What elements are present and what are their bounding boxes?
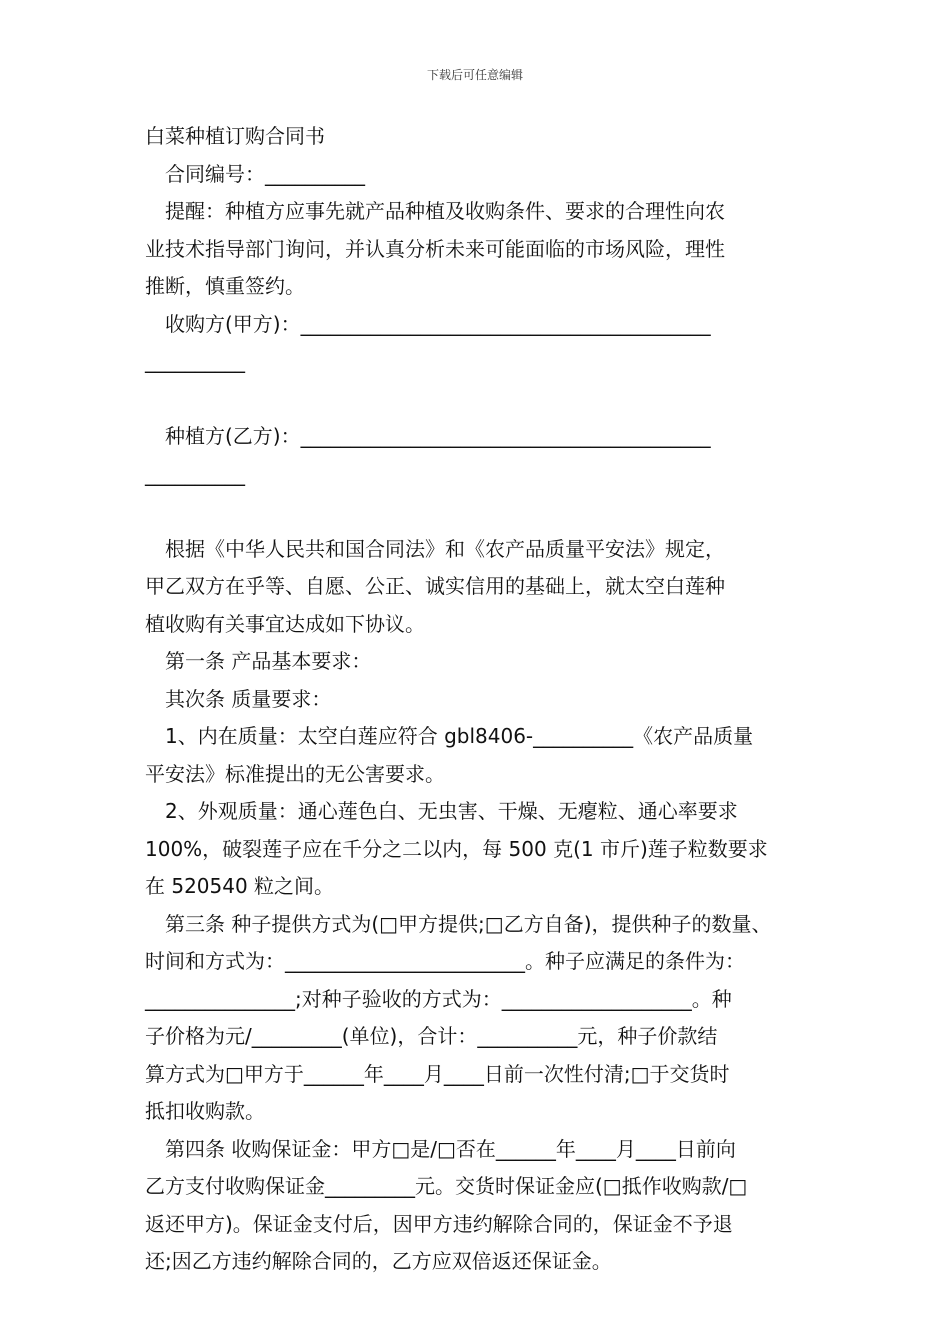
reminder-line-1: 提醒：种植方应事先就产品种植及收购条件、要求的合理性向农 bbox=[165, 199, 725, 223]
reminder-line-3: 推断，慎重签约。 bbox=[145, 274, 305, 298]
appearance-quality-line-2: 100%，破裂莲子应在千分之二以内，每 500 克(1 市斤)莲子粒数要求 bbox=[145, 836, 768, 861]
appearance-quality-line-3: 在 520540 粒之间。 bbox=[145, 874, 335, 898]
buyer-party-line-cont: __________ bbox=[145, 349, 245, 373]
preamble-line-3: 植收购有关事宜达成如下协议。 bbox=[145, 611, 425, 636]
blank-line bbox=[145, 493, 813, 531]
preamble-line-1: 根据《中华人民共和国合同法》和《农产品质量平安法》规定， bbox=[165, 536, 725, 561]
page-header-note: 下载后可任意编辑 bbox=[426, 68, 523, 82]
intrinsic-quality-line-1: 1、内在质量：太空白莲应符合 gbl8406-__________《农产品质量 bbox=[165, 724, 754, 748]
document-title: 白菜种植订购合同书 bbox=[145, 124, 325, 148]
article-3-line-2: 时间和方式为：________________________。种子应满足的条件为： bbox=[145, 949, 745, 973]
contract-number-line: 合同编号：__________ bbox=[165, 161, 365, 186]
intrinsic-quality-line-2: 平安法》标准提出的无公害要求。 bbox=[145, 761, 445, 786]
article-4-line-4: 还;因乙方违约解除合同的，乙方应双倍返还保证金。 bbox=[145, 1249, 612, 1273]
article-3-line-5: 算方式为□甲方于______年____月____日前一次性付清;□于交货时 bbox=[145, 1061, 730, 1086]
preamble-line-2: 甲乙双方在乎等、自愿、公正、诚实信用的基础上，就太空白莲种 bbox=[145, 574, 725, 598]
article-3-line-3: _______________;对种子验收的方式为：___________________。种 bbox=[145, 986, 732, 1011]
appearance-quality-line-1: 2、外观质量：通心莲色白、无虫害、干燥、无瘪粒、通心率要求 bbox=[165, 799, 738, 823]
reminder-line-2: 业技术指导部门询问，并认真分析未来可能面临的市场风险，理性 bbox=[145, 236, 725, 261]
article-4-line-2: 乙方支付收购保证金_________元。交货时保证金应(□抵作收购款/□ bbox=[145, 1174, 748, 1198]
article-4-line-3: 返还甲方)。保证金支付后，因甲方违约解除合同的，保证金不予退 bbox=[145, 1211, 733, 1236]
article-1-heading: 第一条 产品基本要求： bbox=[165, 649, 372, 673]
article-3-line-4: 子价格为元/_________(单位)，合计：__________元，种子价款结 bbox=[145, 1024, 718, 1048]
grower-party-line: 种植方(乙方)：_________________________________________ bbox=[165, 424, 711, 448]
article-3-line-1: 第三条 种子提供方式为(□甲方提供;□乙方自备)，提供种子的数量、 bbox=[165, 911, 772, 936]
buyer-party-line: 收购方(甲方)：_________________________________________ bbox=[165, 311, 711, 336]
contract-body bbox=[145, 118, 813, 1281]
grower-party-line-cont: __________ bbox=[145, 461, 245, 486]
blank-line bbox=[145, 381, 813, 419]
article-2-heading: 其次条 质量要求： bbox=[165, 686, 332, 711]
article-4-line-1: 第四条 收购保证金：甲方□是/□否在______年____月____日前向 bbox=[165, 1136, 736, 1161]
article-3-line-6: 抵扣收购款。 bbox=[145, 1099, 265, 1123]
